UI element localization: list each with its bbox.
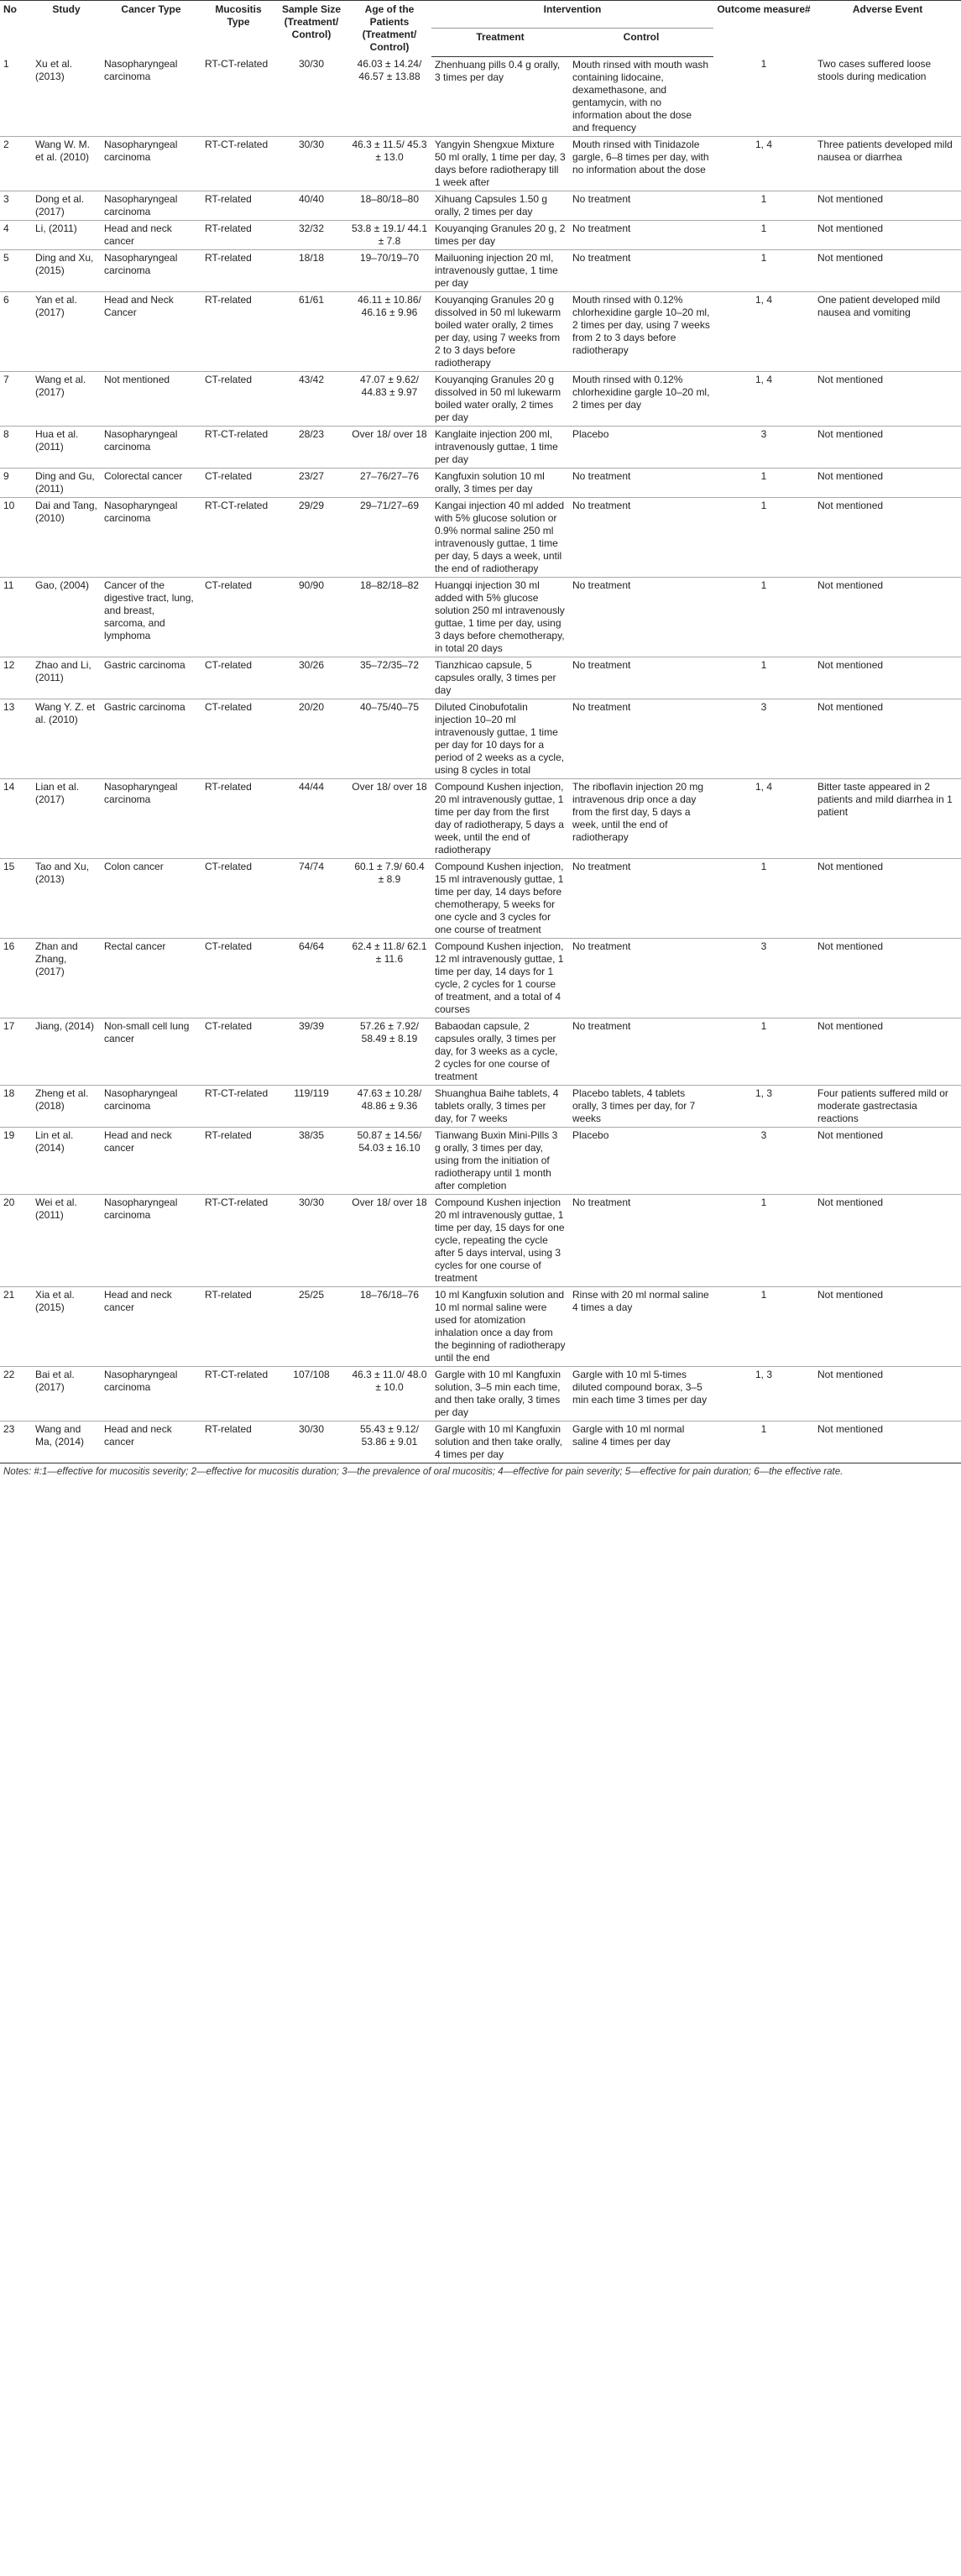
- cell-mucositis-type: RT-CT-related: [201, 1085, 275, 1127]
- cell-outcome: 1: [713, 249, 814, 291]
- cell-no: 22: [0, 1366, 32, 1421]
- cell-age: 57.26 ± 7.92/ 58.49 ± 8.19: [347, 1018, 431, 1085]
- cell-control: No treatment: [569, 191, 713, 220]
- table-row: [0, 1194, 961, 1286]
- cell-mucositis-type: RT-CT-related: [201, 136, 275, 191]
- cell-no: 14: [0, 778, 32, 858]
- cell-study: Yan et al. (2017): [32, 291, 101, 371]
- cell-control: No treatment: [569, 468, 713, 497]
- cell-control: No treatment: [569, 657, 713, 699]
- cell-cancer-type: Head and neck cancer: [101, 1127, 201, 1194]
- cell-adverse-event: Three patients developed mild nausea or diarrhea: [814, 136, 961, 191]
- header-control: Control: [569, 29, 713, 56]
- cell-age: Over 18/ over 18: [347, 1194, 431, 1286]
- cell-study: Lin et al. (2014): [32, 1127, 101, 1194]
- cell-age: 46.3 ± 11.5/ 45.3 ± 13.0: [347, 136, 431, 191]
- header-cancer-type: Cancer Type: [101, 1, 201, 57]
- cell-no: 19: [0, 1127, 32, 1194]
- cell-age: 62.4 ± 11.8/ 62.1 ± 11.6: [347, 938, 431, 1018]
- cell-adverse-event: Not mentioned: [814, 468, 961, 497]
- cell-treatment: Kouyanqing Granules 20 g dissolved in 50 ml lukewarm boiled water orally, 2 times per day, using 7 weeks from 2 to 3 days before radiotherapy: [431, 291, 569, 371]
- cell-adverse-event: Not mentioned: [814, 1286, 961, 1366]
- table-row: [0, 1127, 961, 1194]
- table-row: [0, 249, 961, 291]
- table-row: [0, 371, 961, 426]
- header-sample-size: Sample Size (Treatment/ Control): [275, 1, 347, 57]
- cell-adverse-event: Not mentioned: [814, 191, 961, 220]
- table-row: [0, 426, 961, 468]
- cell-outcome: 1: [713, 1286, 814, 1366]
- cell-mucositis-type: CT-related: [201, 699, 275, 778]
- cell-outcome: 3: [713, 1127, 814, 1194]
- cell-outcome: 1: [713, 858, 814, 938]
- cell-treatment: Zhenhuang pills 0.4 g orally, 3 times per day: [431, 56, 569, 136]
- cell-no: 11: [0, 577, 32, 657]
- cell-adverse-event: Not mentioned: [814, 371, 961, 426]
- cell-mucositis-type: RT-CT-related: [201, 426, 275, 468]
- cell-mucositis-type: CT-related: [201, 1018, 275, 1085]
- cell-study: Wang and Ma, (2014): [32, 1421, 101, 1463]
- cell-sample-size: 28/23: [275, 426, 347, 468]
- cell-adverse-event: Not mentioned: [814, 858, 961, 938]
- cell-no: 21: [0, 1286, 32, 1366]
- cell-sample-size: 38/35: [275, 1127, 347, 1194]
- cell-mucositis-type: RT-related: [201, 1127, 275, 1194]
- cell-sample-size: 61/61: [275, 291, 347, 371]
- cell-sample-size: 74/74: [275, 858, 347, 938]
- cell-cancer-type: Head and neck cancer: [101, 220, 201, 249]
- cell-cancer-type: Non-small cell lung cancer: [101, 1018, 201, 1085]
- cell-mucositis-type: CT-related: [201, 371, 275, 426]
- cell-study: Wang W. M. et al. (2010): [32, 136, 101, 191]
- cell-no: 4: [0, 220, 32, 249]
- cell-adverse-event: Not mentioned: [814, 249, 961, 291]
- table-row: [0, 657, 961, 699]
- cell-study: Ding and Xu, (2015): [32, 249, 101, 291]
- table-row: [0, 1085, 961, 1127]
- cell-cancer-type: Head and neck cancer: [101, 1286, 201, 1366]
- cell-sample-size: 107/108: [275, 1366, 347, 1421]
- cell-sample-size: 23/27: [275, 468, 347, 497]
- cell-mucositis-type: RT-CT-related: [201, 56, 275, 136]
- cell-no: 23: [0, 1421, 32, 1463]
- cell-sample-size: 20/20: [275, 699, 347, 778]
- cell-study: Wei et al. (2011): [32, 1194, 101, 1286]
- cell-control: Gargle with 10 ml 5-times diluted compound borax, 3–5 min each time 3 times per day: [569, 1366, 713, 1421]
- cell-mucositis-type: CT-related: [201, 657, 275, 699]
- cell-mucositis-type: RT-related: [201, 778, 275, 858]
- header-mucositis-type: Mucositis Type: [201, 1, 275, 57]
- cell-control: No treatment: [569, 577, 713, 657]
- cell-adverse-event: Not mentioned: [814, 1018, 961, 1085]
- cell-mucositis-type: CT-related: [201, 858, 275, 938]
- cell-control: Placebo: [569, 1127, 713, 1194]
- cell-control: Mouth rinsed with 0.12% chlorhexidine gargle 10–20 ml, 2 times per day: [569, 371, 713, 426]
- cell-control: Rinse with 20 ml normal saline 4 times a day: [569, 1286, 713, 1366]
- cell-study: Tao and Xu, (2013): [32, 858, 101, 938]
- table-header: [0, 1, 961, 57]
- cell-mucositis-type: RT-related: [201, 249, 275, 291]
- cell-cancer-type: Nasopharyngeal carcinoma: [101, 56, 201, 136]
- table-notes: Notes: #:1—effective for mucositis severity; 2—effective for mucositis duration; 3—the prevalence of oral mucositis; 4—effective for pain severity; 5—effective for pain duration; 6—the effective rate.: [3, 1466, 843, 1477]
- cell-treatment: Babaodan capsule, 2 capsules orally, 3 times per day, for 3 weeks as a cycle, 2 cycles for one course of treatment: [431, 1018, 569, 1085]
- cell-no: 1: [0, 56, 32, 136]
- cell-no: 12: [0, 657, 32, 699]
- table-row: [0, 191, 961, 220]
- cell-adverse-event: Bitter taste appeared in 2 patients and mild diarrhea in 1 patient: [814, 778, 961, 858]
- cell-sample-size: 40/40: [275, 191, 347, 220]
- table-row: [0, 1366, 961, 1421]
- cell-adverse-event: Not mentioned: [814, 657, 961, 699]
- cell-adverse-event: One patient developed mild nausea and vomiting: [814, 291, 961, 371]
- header-age: Age of the Patients (Treatment/ Control): [347, 1, 431, 57]
- cell-no: 10: [0, 497, 32, 577]
- cell-mucositis-type: CT-related: [201, 938, 275, 1018]
- cell-no: 7: [0, 371, 32, 426]
- cell-no: 8: [0, 426, 32, 468]
- cell-outcome: 3: [713, 938, 814, 1018]
- cell-treatment: Kouyanqing Granules 20 g dissolved in 50 ml lukewarm boiled water orally, 2 times per day: [431, 371, 569, 426]
- cell-outcome: 1: [713, 1018, 814, 1085]
- cell-mucositis-type: RT-CT-related: [201, 1194, 275, 1286]
- table-row: [0, 577, 961, 657]
- cell-outcome: 1: [713, 220, 814, 249]
- cell-cancer-type: Nasopharyngeal carcinoma: [101, 1085, 201, 1127]
- cell-study: Wang et al. (2017): [32, 371, 101, 426]
- cell-outcome: 1: [713, 1194, 814, 1286]
- cell-cancer-type: Nasopharyngeal carcinoma: [101, 1366, 201, 1421]
- cell-no: 18: [0, 1085, 32, 1127]
- cell-age: 18–80/18–80: [347, 191, 431, 220]
- table-row: [0, 468, 961, 497]
- cell-sample-size: 32/32: [275, 220, 347, 249]
- cell-age: 47.63 ± 10.28/ 48.86 ± 9.36: [347, 1085, 431, 1127]
- cell-outcome: 3: [713, 699, 814, 778]
- cell-outcome: 1, 4: [713, 371, 814, 426]
- cell-no: 9: [0, 468, 32, 497]
- cell-study: Hua et al. (2011): [32, 426, 101, 468]
- cell-mucositis-type: RT-CT-related: [201, 497, 275, 577]
- cell-outcome: 1: [713, 468, 814, 497]
- cell-outcome: 1, 3: [713, 1366, 814, 1421]
- cell-no: 13: [0, 699, 32, 778]
- cell-adverse-event: Not mentioned: [814, 1194, 961, 1286]
- cell-outcome: 1: [713, 497, 814, 577]
- cell-treatment: 10 ml Kangfuxin solution and 10 ml normal saline were used for atomization inhalation once a day from the beginning of radiotherapy until the end: [431, 1286, 569, 1366]
- cell-no: 17: [0, 1018, 32, 1085]
- cell-outcome: 1, 4: [713, 136, 814, 191]
- cell-age: 50.87 ± 14.56/ 54.03 ± 16.10: [347, 1127, 431, 1194]
- cell-cancer-type: Rectal cancer: [101, 938, 201, 1018]
- cell-study: Jiang, (2014): [32, 1018, 101, 1085]
- cell-outcome: 1: [713, 657, 814, 699]
- cell-treatment: Compound Kushen injection, 15 ml intravenously guttae, 1 time per day, 14 days before chemotherapy, 5 weeks for one cycle and 3 cycles for one course of treatment: [431, 858, 569, 938]
- cell-control: Placebo tablets, 4 tablets orally, 3 times per day, for 7 weeks: [569, 1085, 713, 1127]
- cell-no: 15: [0, 858, 32, 938]
- table-row: [0, 778, 961, 858]
- cell-outcome: 1: [713, 577, 814, 657]
- table-row: [0, 291, 961, 371]
- cell-study: Zhan and Zhang, (2017): [32, 938, 101, 1018]
- cell-control: Mouth rinsed with 0.12% chlorhexidine gargle 10–20 ml, 2 times per day, using 7 weeks from 2 to 3 days before radiotherapy: [569, 291, 713, 371]
- table-row: [0, 938, 961, 1018]
- cell-cancer-type: Nasopharyngeal carcinoma: [101, 426, 201, 468]
- cell-control: No treatment: [569, 699, 713, 778]
- cell-study: Dai and Tang, (2010): [32, 497, 101, 577]
- cell-cancer-type: Nasopharyngeal carcinoma: [101, 136, 201, 191]
- cell-study: Ding and Gu, (2011): [32, 468, 101, 497]
- cell-sample-size: 30/26: [275, 657, 347, 699]
- cell-study: Bai et al. (2017): [32, 1366, 101, 1421]
- cell-adverse-event: Not mentioned: [814, 426, 961, 468]
- cell-no: 6: [0, 291, 32, 371]
- cell-age: 46.3 ± 11.0/ 48.0 ± 10.0: [347, 1366, 431, 1421]
- cell-outcome: 1, 4: [713, 291, 814, 371]
- cell-cancer-type: Nasopharyngeal carcinoma: [101, 249, 201, 291]
- cell-adverse-event: Not mentioned: [814, 577, 961, 657]
- cell-outcome: 1: [713, 56, 814, 136]
- cell-sample-size: 25/25: [275, 1286, 347, 1366]
- cell-adverse-event: Two cases suffered loose stools during medication: [814, 56, 961, 136]
- cell-no: 5: [0, 249, 32, 291]
- cell-treatment: Tianwang Buxin Mini-Pills 3 g orally, 3 times per day, using from the initiation of radiotherapy until 1 month after completion: [431, 1127, 569, 1194]
- cell-control: No treatment: [569, 497, 713, 577]
- cell-age: 55.43 ± 9.12/ 53.86 ± 9.01: [347, 1421, 431, 1463]
- cell-study: Gao, (2004): [32, 577, 101, 657]
- cell-treatment: Gargle with 10 ml Kangfuxin solution, 3–5 min each time, and then take orally, 3 times per day: [431, 1366, 569, 1421]
- cell-treatment: Kanglaite injection 200 ml, intravenously guttae, 1 time per day: [431, 426, 569, 468]
- table-row: [0, 497, 961, 577]
- cell-cancer-type: Nasopharyngeal carcinoma: [101, 497, 201, 577]
- table-row: [0, 1286, 961, 1366]
- cell-control: No treatment: [569, 1194, 713, 1286]
- cell-outcome: 1: [713, 191, 814, 220]
- cell-outcome: 1, 4: [713, 778, 814, 858]
- cell-adverse-event: Not mentioned: [814, 1421, 961, 1463]
- cell-study: Zheng et al. (2018): [32, 1085, 101, 1127]
- cell-age: 60.1 ± 7.9/ 60.4 ± 8.9: [347, 858, 431, 938]
- cell-age: 47.07 ± 9.62/ 44.83 ± 9.97: [347, 371, 431, 426]
- table-row: [0, 220, 961, 249]
- cell-treatment: Gargle with 10 ml Kangfuxin solution and then take orally, 4 times per day: [431, 1421, 569, 1463]
- cell-study: Xu et al. (2013): [32, 56, 101, 136]
- cell-study: Li, (2011): [32, 220, 101, 249]
- cell-treatment: Kangfuxin solution 10 ml orally, 3 times per day: [431, 468, 569, 497]
- cell-treatment: Shuanghua Baihe tablets, 4 tablets orally, 3 times per day, for 7 weeks: [431, 1085, 569, 1127]
- cell-age: Over 18/ over 18: [347, 778, 431, 858]
- cell-cancer-type: Cancer of the digestive tract, lung, and breast, sarcoma, and lymphoma: [101, 577, 201, 657]
- cell-cancer-type: Colon cancer: [101, 858, 201, 938]
- cell-study: Zhao and Li, (2011): [32, 657, 101, 699]
- cell-control: The riboflavin injection 20 mg intravenous drip once a day from the first day, 5 days a week, until the end of radiotherapy: [569, 778, 713, 858]
- cell-sample-size: 29/29: [275, 497, 347, 577]
- cell-cancer-type: Gastric carcinoma: [101, 699, 201, 778]
- cell-cancer-type: Nasopharyngeal carcinoma: [101, 191, 201, 220]
- cell-cancer-type: Not mentioned: [101, 371, 201, 426]
- cell-cancer-type: Head and Neck Cancer: [101, 291, 201, 371]
- cell-mucositis-type: RT-related: [201, 1286, 275, 1366]
- cell-outcome: 1, 3: [713, 1085, 814, 1127]
- cell-adverse-event: Not mentioned: [814, 1127, 961, 1194]
- cell-cancer-type: Gastric carcinoma: [101, 657, 201, 699]
- cell-adverse-event: Not mentioned: [814, 938, 961, 1018]
- cell-sample-size: 18/18: [275, 249, 347, 291]
- cell-study: Dong et al. (2017): [32, 191, 101, 220]
- cell-control: Mouth rinsed with Tinidazole gargle, 6–8 times per day, with no information about the dose: [569, 136, 713, 191]
- cell-age: 27–76/27–76: [347, 468, 431, 497]
- cell-adverse-event: Not mentioned: [814, 1366, 961, 1421]
- table-body: [0, 56, 961, 1463]
- cell-mucositis-type: CT-related: [201, 468, 275, 497]
- cell-study: Xia et al. (2015): [32, 1286, 101, 1366]
- cell-age: 18–82/18–82: [347, 577, 431, 657]
- cell-treatment: Compound Kushen injection, 12 ml intravenously guttae, 1 time per day, 14 days for 1 cycle, 2 cycles for 1 course of treatment, and a total of 4 courses: [431, 938, 569, 1018]
- cell-age: 18–76/18–76: [347, 1286, 431, 1366]
- table-row: [0, 858, 961, 938]
- table-row: [0, 136, 961, 191]
- cell-sample-size: 30/30: [275, 1421, 347, 1463]
- header-treatment: Treatment: [431, 29, 569, 56]
- cell-sample-size: 39/39: [275, 1018, 347, 1085]
- cell-adverse-event: Four patients suffered mild or moderate gastrectasia reactions: [814, 1085, 961, 1127]
- cell-control: No treatment: [569, 858, 713, 938]
- header-adverse-event: Adverse Event: [814, 1, 961, 57]
- cell-treatment: Huangqi injection 30 ml added with 5% glucose solution 250 ml intravenously guttae, 1 time per day, using 3 days before chemotherapy, in total 20 days: [431, 577, 569, 657]
- cell-study: Lian et al. (2017): [32, 778, 101, 858]
- cell-age: 19–70/19–70: [347, 249, 431, 291]
- cell-sample-size: 64/64: [275, 938, 347, 1018]
- cell-treatment: Yangyin Shengxue Mixture 50 ml orally, 1 time per day, 3 days before radiotherapy till 1 week after: [431, 136, 569, 191]
- cell-mucositis-type: RT-related: [201, 1421, 275, 1463]
- cell-adverse-event: Not mentioned: [814, 220, 961, 249]
- cell-control: Gargle with 10 ml normal saline 4 times per day: [569, 1421, 713, 1463]
- cell-treatment: Compound Kushen injection 20 ml intravenously guttae, 1 time per day, 15 days for one cycle, repeating the cycle after 5 days interval, using 3 cycles for one course of treatment: [431, 1194, 569, 1286]
- cell-sample-size: 30/30: [275, 1194, 347, 1286]
- cell-adverse-event: Not mentioned: [814, 699, 961, 778]
- cell-no: 16: [0, 938, 32, 1018]
- cell-outcome: 3: [713, 426, 814, 468]
- cell-treatment: Mailuoning injection 20 ml, intravenously guttae, 1 time per day: [431, 249, 569, 291]
- cell-treatment: Xihuang Capsules 1.50 g orally, 2 times per day: [431, 191, 569, 220]
- cell-sample-size: 30/30: [275, 136, 347, 191]
- cell-control: No treatment: [569, 220, 713, 249]
- cell-age: 40–75/40–75: [347, 699, 431, 778]
- cell-cancer-type: Head and neck cancer: [101, 1421, 201, 1463]
- cell-age: 46.03 ± 14.24/ 46.57 ± 13.88: [347, 56, 431, 136]
- cell-sample-size: 43/42: [275, 371, 347, 426]
- cell-control: Mouth rinsed with mouth wash containing lidocaine, dexamethasone, and gentamycin, with no information about the dose and frequency: [569, 56, 713, 136]
- cell-study: Wang Y. Z. et al. (2010): [32, 699, 101, 778]
- cell-age: 35–72/35–72: [347, 657, 431, 699]
- cell-sample-size: 30/30: [275, 56, 347, 136]
- cell-treatment: Compound Kushen injection, 20 ml intravenously guttae, 1 time per day from the first day of radiotherapy, 5 days a week, until the end of radiotherapy: [431, 778, 569, 858]
- cell-treatment: Kangai injection 40 ml added with 5% glucose solution or 0.9% normal saline 250 ml intravenously guttae, 1 time per day, 5 days a week, until the end of radiotherapy: [431, 497, 569, 577]
- cell-cancer-type: Colorectal cancer: [101, 468, 201, 497]
- cell-mucositis-type: CT-related: [201, 577, 275, 657]
- cell-age: Over 18/ over 18: [347, 426, 431, 468]
- cell-no: 20: [0, 1194, 32, 1286]
- cell-mucositis-type: RT-CT-related: [201, 1366, 275, 1421]
- cell-control: No treatment: [569, 249, 713, 291]
- cell-sample-size: 90/90: [275, 577, 347, 657]
- table-row: [0, 1421, 961, 1463]
- cell-adverse-event: Not mentioned: [814, 497, 961, 577]
- cell-mucositis-type: RT-related: [201, 220, 275, 249]
- cell-cancer-type: Nasopharyngeal carcinoma: [101, 778, 201, 858]
- cell-mucositis-type: RT-related: [201, 291, 275, 371]
- table-row: [0, 699, 961, 778]
- cell-no: 2: [0, 136, 32, 191]
- cell-no: 3: [0, 191, 32, 220]
- cell-age: 29–71/27–69: [347, 497, 431, 577]
- cell-mucositis-type: RT-related: [201, 191, 275, 220]
- cell-cancer-type: Nasopharyngeal carcinoma: [101, 1194, 201, 1286]
- table-row: [0, 1018, 961, 1085]
- cell-age: 53.8 ± 19.1/ 44.1 ± 7.8: [347, 220, 431, 249]
- cell-sample-size: 44/44: [275, 778, 347, 858]
- cell-treatment: Diluted Cinobufotalin injection 10–20 ml intravenously guttae, 1 time per day for 10 days for a period of 2 weeks as a cycle, using 8 cycles in total: [431, 699, 569, 778]
- cell-age: 46.11 ± 10.86/ 46.16 ± 9.96: [347, 291, 431, 371]
- cell-treatment: Kouyanqing Granules 20 g, 2 times per day: [431, 220, 569, 249]
- header-study: Study: [32, 1, 101, 57]
- cell-control: No treatment: [569, 1018, 713, 1085]
- table-row: [0, 56, 961, 136]
- cell-treatment: Tianzhicao capsule, 5 capsules orally, 3 times per day: [431, 657, 569, 699]
- header-outcome: Outcome measure#: [713, 1, 814, 57]
- header-intervention: Intervention: [431, 1, 713, 29]
- cell-outcome: 1: [713, 1421, 814, 1463]
- cell-sample-size: 119/119: [275, 1085, 347, 1127]
- header-no: No: [0, 1, 32, 57]
- cell-control: Placebo: [569, 426, 713, 468]
- cell-control: No treatment: [569, 938, 713, 1018]
